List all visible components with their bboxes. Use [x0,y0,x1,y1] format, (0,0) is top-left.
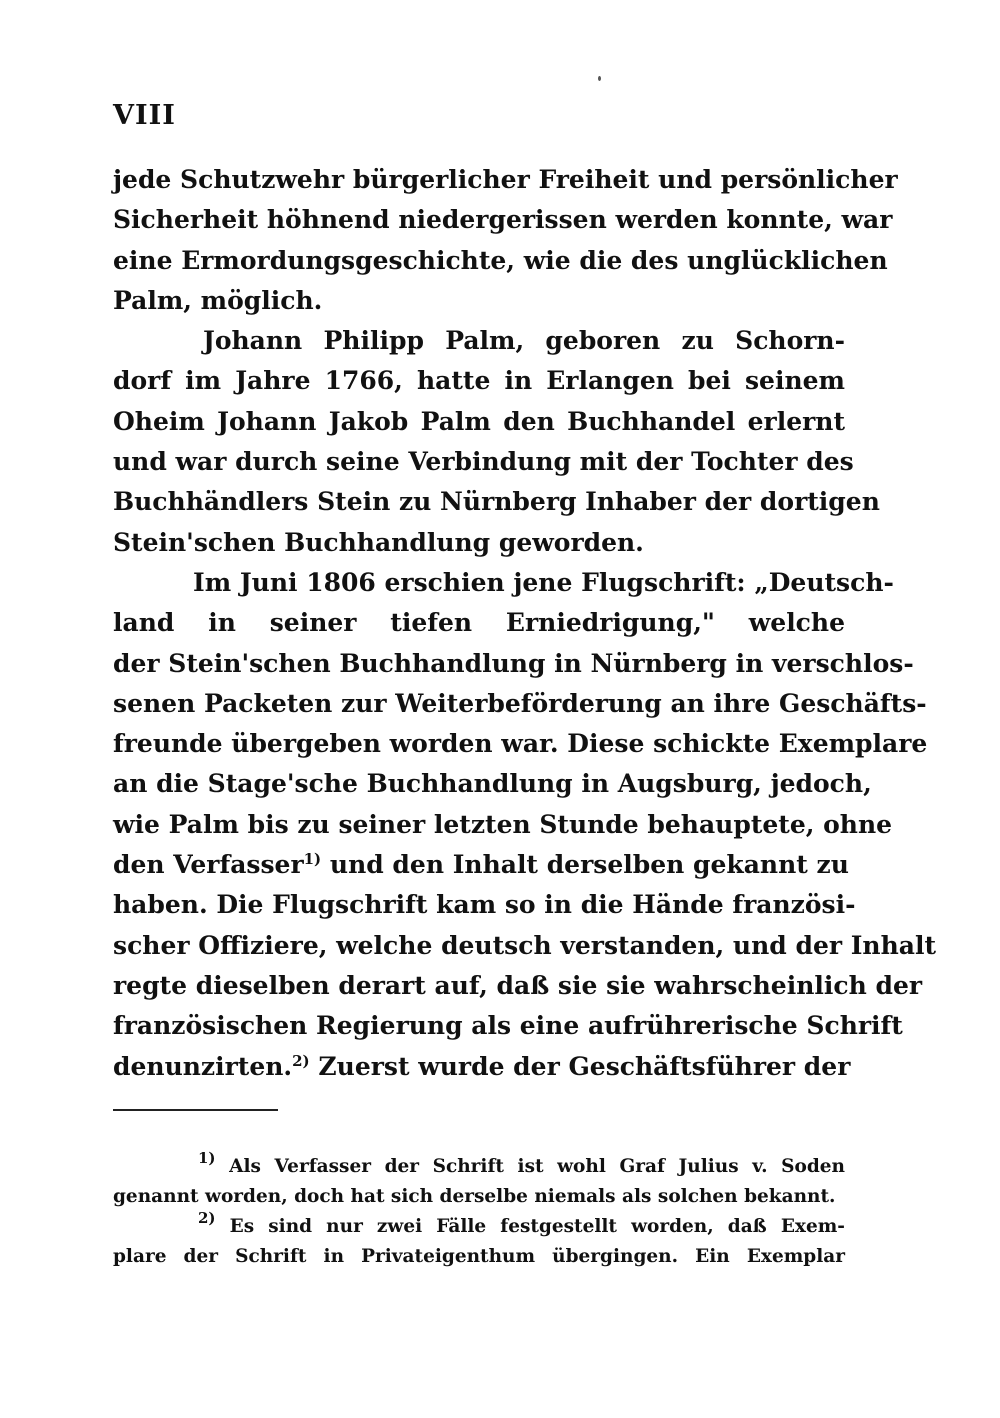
text-line: Stein'schen Buchhandlung geworden. [113,527,644,557]
text-line-with-footnote-ref [113,845,849,885]
text-line: regte dieselben derart auf, daß sie sie wahrscheinlich der [113,970,923,1000]
footnote-1-line [113,1149,845,1182]
footnote-2-marker: 2) [198,1209,216,1227]
footnote-2-line: plare der Schrift in Privateigenthum übergingen. Ein Exemplar [113,1246,845,1267]
paragraph-start-line: Johann Philipp Palm, geboren zu Schorn- [203,326,845,356]
text-line: Sicherheit höhnend niedergerissen werden konnte, war [113,205,893,235]
text-line: haben. Die Flugschrift kam so in die Hände französi- [113,890,856,920]
footnote-ref-2: 2) [292,1051,310,1070]
text-line: Buchhändlers Stein zu Nürnberg Inhaber der dortigen [113,487,880,517]
text-line-with-footnote-ref [113,1047,851,1087]
text-line: französischen Regierung als eine aufrührerische Schrift [113,1011,903,1041]
footnote-ref-1: 1) [303,850,322,869]
scan-speck [598,76,601,81]
main-text [113,160,937,1087]
text-line: dorf im Jahre 1766, hatte in Erlangen bei seinem [113,366,845,396]
text-line: an die Stage'sche Buchhandlung in Augsburg, jedoch, [113,769,872,799]
text-line: senen Packeten zur Weiterbeförderung an ihre Geschäfts- [113,688,927,718]
footnote-1-marker: 1) [198,1149,216,1167]
text-segment: Zuerst wurde der Geschäftsführer der [318,1051,851,1081]
paragraph-start-line: Im Juni 1806 erschien jene Flugschrift: „Deutsch- [193,567,894,597]
text-line: Oheim Johann Jakob Palm den Buchhandel erlernt [113,406,845,436]
footnote-1-line: genannt worden, doch hat sich derselbe niemals als solchen bekannt. [113,1186,836,1207]
text-line: Palm, möglich. [113,285,323,315]
text-segment: und den Inhalt derselben gekannt zu [329,850,849,880]
text-line: wie Palm bis zu seiner letzten Stunde behauptete, ohne [113,809,893,839]
text-segment: denunzirten. [113,1051,293,1081]
footnote-2-line [113,1209,845,1242]
text-line: jede Schutzwehr bürgerlicher Freiheit und persönlicher [113,165,898,194]
text-segment: den Verfasser [113,850,304,880]
text-line: und war durch seine Verbindung mit der Tochter des [113,447,854,477]
footnote-1-text: Als Verfasser der Schrift ist wohl Graf Julius v. Soden [229,1156,845,1177]
footnote-divider [113,1109,278,1111]
text-line: land in seiner tiefen Erniedrigung," welche [113,608,845,638]
page-number: VIII [113,100,176,131]
text-line: eine Ermordungsgeschichte, wie die des unglücklichen [113,245,888,275]
footnotes [113,1149,845,1272]
text-line: scher Offiziere, welche deutsch verstanden, und der Inhalt [113,930,937,960]
text-line: freunde übergeben worden war. Diese schickte Exemplare [113,729,928,759]
footnote-2-text: Es sind nur zwei Fälle festgestellt worden, daß Exem- [229,1216,845,1237]
text-line: der Stein'schen Buchhandlung in Nürnberg in verschlos- [113,648,914,678]
